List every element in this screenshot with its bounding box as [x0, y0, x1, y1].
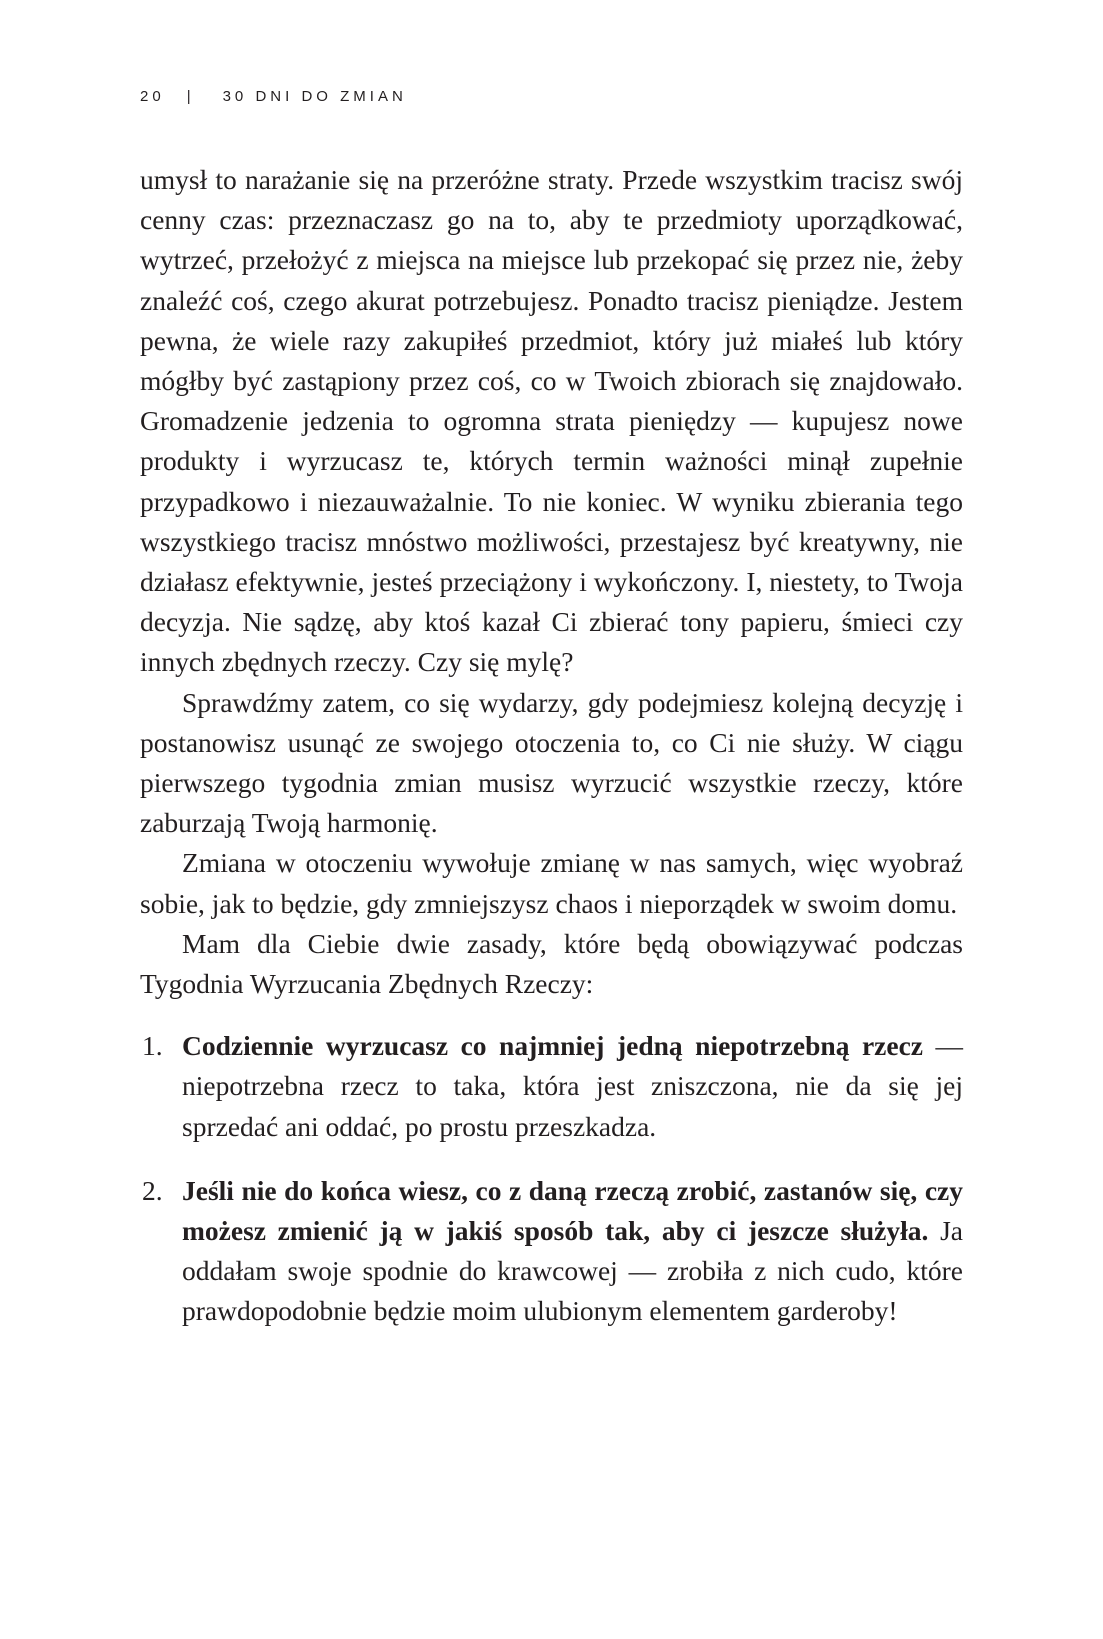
- running-header: [140, 88, 407, 105]
- rule-item: [140, 1026, 963, 1147]
- paragraph: Zmiana w otoczeniu wywołuje zmianę w nas samych, więc wyobraź sobie, jak to będzie, gdy zmniejszysz chaos i nieporządek w swoim domu.: [140, 847, 963, 919]
- paragraph-continued: umysł to narażanie się na przeróżne straty. Przede wszystkim tracisz swój cenny czas: przeznaczasz go na to, aby te przedmioty uporządkować, wytrzeć, przełożyć z miejsca na miejsce lub przekopać się przez nie, żeby znaleźć coś, czego akurat potrzebujesz. Ponadto tracisz pieniądze. Jestem pewna, że wiele razy zakupiłeś przedmiot, który już miałeś lub który mógłby być zastąpiony przez coś, co w Twoich zbiorach się znajdowało. Gromadzenie jedzenia to ogromna strata pieniędzy — kupujesz nowe produkty i wyrzucasz te, których termin ważności minął zupełnie przypadkowo i niezauważalnie. To nie koniec. W wyniku zbierania tego wszystkiego tracisz mnóstwo możliwości, przestajesz być kreatywny, nie działasz efektywnie, jesteś przeciążony i wykończony. I, niestety, to Twoja decyzja. Nie sądzę, aby ktoś kazał Ci zbierać tony papieru, śmieci czy innych zbędnych rzeczy. Czy się mylę?: [140, 164, 963, 678]
- paragraph: Mam dla Ciebie dwie zasady, które będą obowiązywać podczas Tygodnia Wyrzucania Zbędnych Rzeczy:: [140, 927, 963, 1000]
- rule-number: 1.: [142, 1030, 163, 1062]
- rule-item: [140, 1171, 963, 1332]
- rule-text: — niepotrzebna rzecz to taka, która jest zniszczona, nie da się jej sprzedać ani oddać, po prostu przeszkadza.: [182, 1030, 964, 1142]
- header-separator: |: [186, 88, 195, 105]
- rule-number: 2.: [142, 1174, 163, 1206]
- rule-heading: Codziennie wyrzucasz co najmniej jedną niepotrzebną rzecz: [182, 1030, 923, 1062]
- book-title: 30 DNI DO ZMIAN: [222, 88, 407, 105]
- paragraph: Sprawdźmy zatem, co się wydarzy, gdy podejmiesz kolejną decyzję i postanowisz usunąć ze swojego otoczenia to, co Ci nie służy. W ciągu pierwszego tygodnia zmian musisz wyrzucić wszystkie rzeczy, które zaburzają Twoją harmonię.: [140, 686, 963, 839]
- rules-list: [140, 1026, 963, 1331]
- page-number: 20: [140, 88, 165, 105]
- page-body: [140, 160, 963, 1356]
- rule-text: Ja oddałam swoje spodnie do krawcowej — zrobiła z nich cudo, które prawdopodobnie będzie moim ulubionym elementem garderoby!: [182, 1215, 963, 1327]
- rule-heading: Jeśli nie do końca wiesz, co z daną rzeczą zrobić, zastanów się, czy możesz zmienić ją w jakiś sposób tak, aby ci jeszcze służyła.: [182, 1174, 963, 1247]
